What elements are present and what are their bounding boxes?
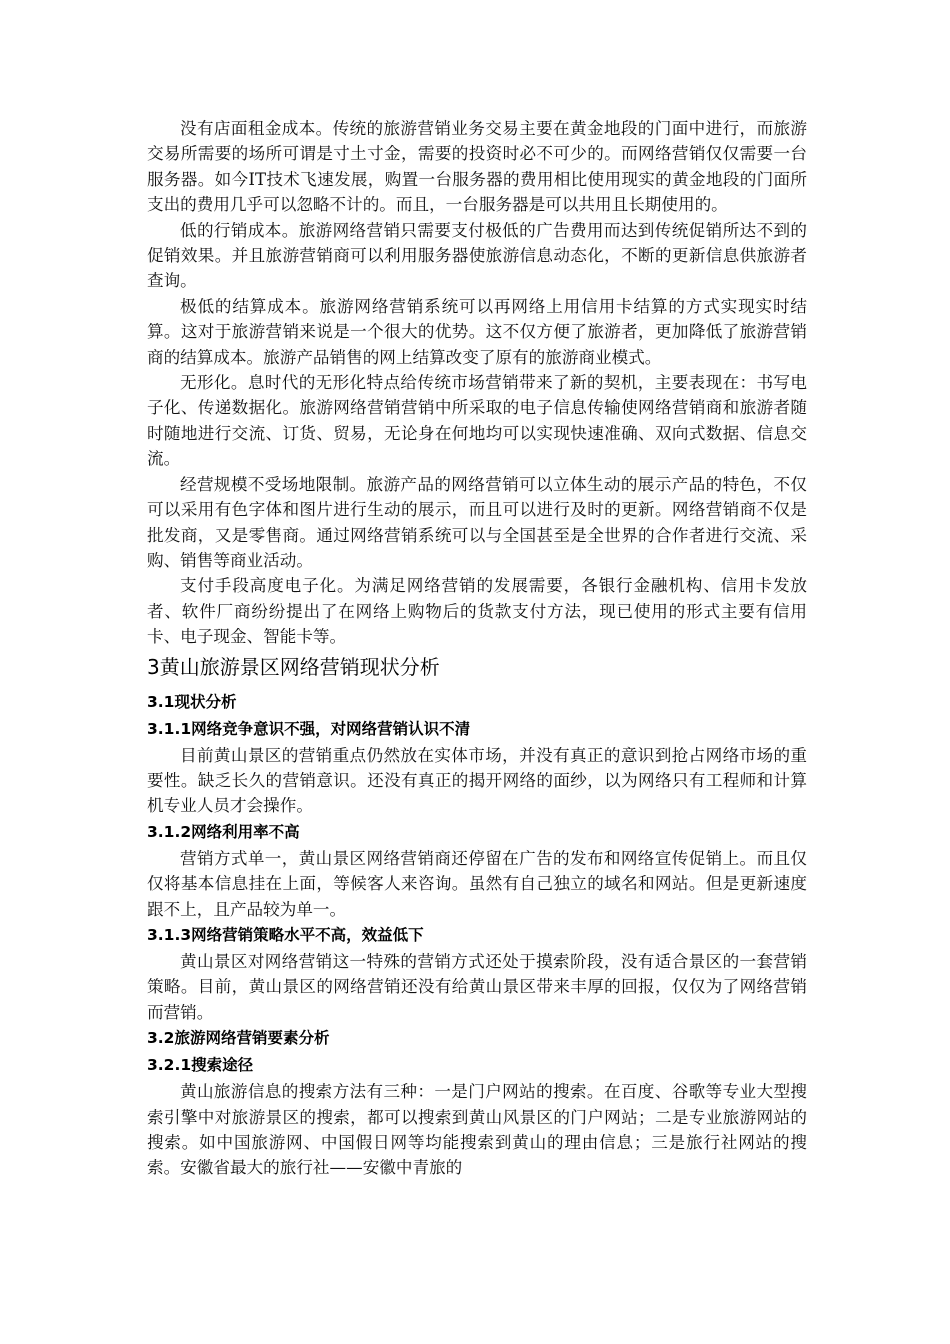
section-3-1-3-heading: 3.1.3网络营销策略水平不高，效益低下 bbox=[147, 925, 424, 944]
paragraph-marketing-cost: 低的行销成本。旅游网络营销只需要支付极低的广告费用而达到传统促销所达不到的促销效果。并且旅游营销商可以利用服务器使旅游信息动态化，不断的更新信息供旅游者查询。 bbox=[147, 220, 807, 291]
section-3-1-heading: 3.1现状分析 bbox=[147, 692, 237, 711]
section-3-2-1-text: 黄山旅游信息的搜索方法有三种：一是门户网站的搜索。在百度、谷歌等专业大型搜索引擎中对旅游景区的搜索，都可以搜索到黄山风景区的门户网站；二是专业旅游网站的搜索。如中国旅游网、中国假日网等均能搜索到黄山的理由信息；三是旅行社网站的搜索。安徽省最大的旅行社——安徽中青旅的 bbox=[147, 1082, 807, 1178]
paragraph-scale-unlimited: 经营规模不受场地限制。旅游产品的网络营销可以立体生动的展示产品的特色，不仅可以采用有色字体和图片进行生动的展示，而且可以进行及时的更新。网络营销商不仅是批发商，又是零售商。通过网络营销系统可以与全国甚至是全世界的合作者进行交流、采购、销售等商业活动。 bbox=[147, 474, 807, 570]
paragraph-storefront-cost: 没有店面租金成本。传统的旅游营销业务交易主要在黄金地段的门面中进行，而旅游交易所需要的场所可谓是寸土寸金，需要的投资时必不可少的。而网络营销仅仅需要一台服务器。如今IT技术飞速发展，购置一台服务器的费用相比使用现实的黄金地段的门面所支出的费用几乎可以忽略不计的。而且，一台服务器是可以共用且长期使用的。 bbox=[147, 119, 807, 215]
paragraph-intangible: 无形化。息时代的无形化特点给传统市场营销带来了新的契机，主要表现在：书写电子化、传递数据化。旅游网络营销营销中所采取的电子信息传输使网络营销商和旅游者随时随地进行交流、订货、贸易，无论身在何地均可以实现快速准确、双向式数据、信息交流。 bbox=[147, 373, 807, 469]
paragraph-settlement-cost: 极低的结算成本。旅游网络营销系统可以再网络上用信用卡结算的方式实现实时结算。这对于旅游营销来说是一个很大的优势。这不仅方便了旅游者，更加降低了旅游营销商的结算成本。旅游产品销售的网上结算改变了原有的旅游商业模式。 bbox=[147, 296, 807, 367]
section-3-1-1-text: 目前黄山景区的营销重点仍然放在实体市场，并没有真正的意识到抢占网络市场的重要性。缺乏长久的营销意识。还没有真正的揭开网络的面纱，以为网络只有工程师和计算机专业人员才会操作。 bbox=[147, 745, 807, 816]
section-3-1-3-text: 黄山景区对网络营销这一特殊的营销方式还处于摸索阶段，没有适合景区的一套营销策略。目前，黄山景区的网络营销还没有给黄山景区带来丰厚的回报，仅仅为了网络营销而营销。 bbox=[147, 951, 807, 1022]
paragraph-electronic-payment: 支付手段高度电子化。为满足网络营销的发展需要，各银行金融机构、信用卡发放者、软件厂商纷纷提出了在网络上购物后的货款支付方法，现已使用的形式主要有信用卡、电子现金、智能卡等。 bbox=[147, 576, 807, 647]
section-3-1-1-heading: 3.1.1网络竞争意识不强，对网络营销认识不清 bbox=[147, 719, 471, 738]
section-3-1-2-heading: 3.1.2网络利用率不高 bbox=[147, 822, 300, 841]
document-page bbox=[147, 116, 807, 1181]
section-3-2-heading: 3.2旅游网络营销要素分析 bbox=[147, 1029, 330, 1048]
section-3-heading: 3黄山旅游景区网络营销现状分析 bbox=[147, 654, 440, 679]
section-3-1-2-text: 营销方式单一，黄山景区网络营销商还停留在广告的发布和网络宣传促销上。而且仅仅将基本信息挂在上面，等候客人来咨询。虽然有自己独立的域名和网站。但是更新速度跟不上，且产品较为单一。 bbox=[147, 848, 807, 919]
section-3-2-1-heading: 3.2.1搜索途径 bbox=[147, 1056, 254, 1075]
